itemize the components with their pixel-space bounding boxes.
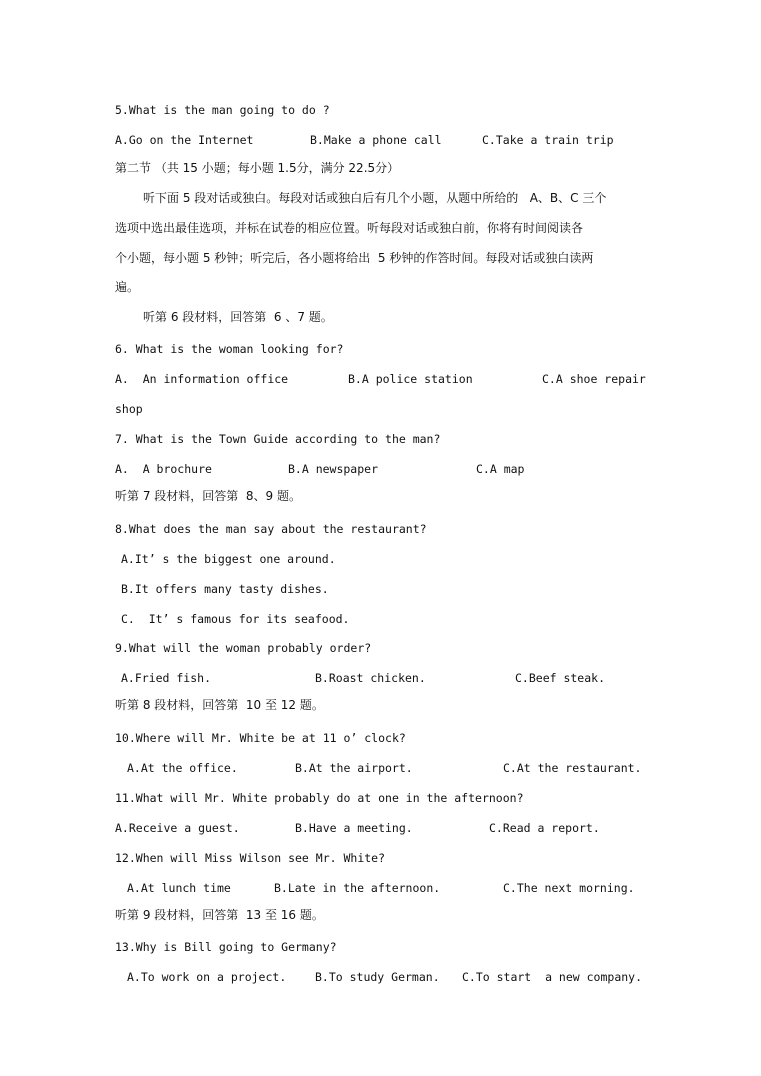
q11-option-a: A.Receive a guest. [115,821,240,835]
q7-question: 7. What is the Town Guide according to the man? [115,432,441,446]
q9-option-c: C.Beef steak. [515,671,606,685]
q8-option-a: A.It’ s the biggest one around. [121,552,336,566]
q8-question: 8.What does the man say about the restaurant? [115,522,427,536]
q7-option-c: C.A map [476,462,525,476]
instruction-line-4: 遍。 [115,280,140,294]
q5-option-c: C.Take a train trip [482,133,614,147]
material-7-heading: 听第 7 段材料，回答第 8、9 题。 [115,489,301,503]
q5-option-a: A.Go on the Internet [115,133,254,147]
q10-option-b: B.At the airport. [295,761,413,775]
q13-option-a: A.To work on a project. [127,970,287,984]
q9-question: 9.What will the woman probably order? [115,641,372,655]
q7-option-a: A. A brochure [115,462,212,476]
q12-question: 12.When will Miss Wilson see Mr. White? [115,851,386,865]
q6-option-b: B.A police station [348,372,473,386]
q5-option-b: B.Make a phone call [310,133,442,147]
q10-option-a: A.At the office. [127,761,238,775]
q6-option-a: A. An information office [115,372,289,386]
section-title: 第二节 （共 15 小题；每小题 1.5分，满分 22.5分） [115,161,400,175]
q13-option-b: B.To study German. [315,970,440,984]
material-6-heading: 听第 6 段材料，回答第 6 、7 题。 [143,310,333,324]
instruction-line-3: 个小题，每小题 5 秒钟；听完后，各小题将给出 5 秒钟的作答时间。每段对话或独白读两 [115,251,594,265]
instruction-line-2: 选项中选出最佳选项，并标在试卷的相应位置。听每段对话或独白前，你将有时间阅读各 [115,221,584,235]
q12-option-b: B.Late in the afternoon. [274,881,441,895]
material-8-heading: 听第 8 段材料，回答第 10 至 12 题。 [115,698,324,712]
q6-option-c-continued: shop [115,402,143,416]
q12-option-c: C.The next morning. [503,881,635,895]
q9-option-a: A.Fried fish. [121,671,212,685]
q11-option-b: B.Have a meeting. [295,821,413,835]
q12-option-a: A.At lunch time [127,881,231,895]
q6-option-c: C.A shoe repair [542,372,646,386]
material-9-heading: 听第 9 段材料，回答第 13 至 16 题。 [115,908,324,922]
q10-question: 10.Where will Mr. White be at 11 o’ clock? [115,731,406,745]
q7-option-b: B.A newspaper [288,462,379,476]
instruction-line-1: 听下面 5 段对话或独白。每段对话或独白后有几个小题，从题中所给的 A、B、C 三个 [143,191,607,205]
q8-option-c: C. It’ s famous for its seafood. [121,612,350,626]
q10-option-c: C.At the restaurant. [503,761,642,775]
q9-option-b: B.Roast chicken. [315,671,426,685]
q11-question: 11.What will Mr. White probably do at one in the afternoon? [115,791,524,805]
q5-question: 5.What is the man going to do ? [115,103,330,117]
q8-option-b: B.It offers many tasty dishes. [121,582,329,596]
q6-question: 6. What is the woman looking for? [115,342,344,356]
q13-option-c: C.To start a new company. [462,970,643,984]
q13-question: 13.Why is Bill going to Germany? [115,940,337,954]
q11-option-c: C.Read a report. [489,821,600,835]
